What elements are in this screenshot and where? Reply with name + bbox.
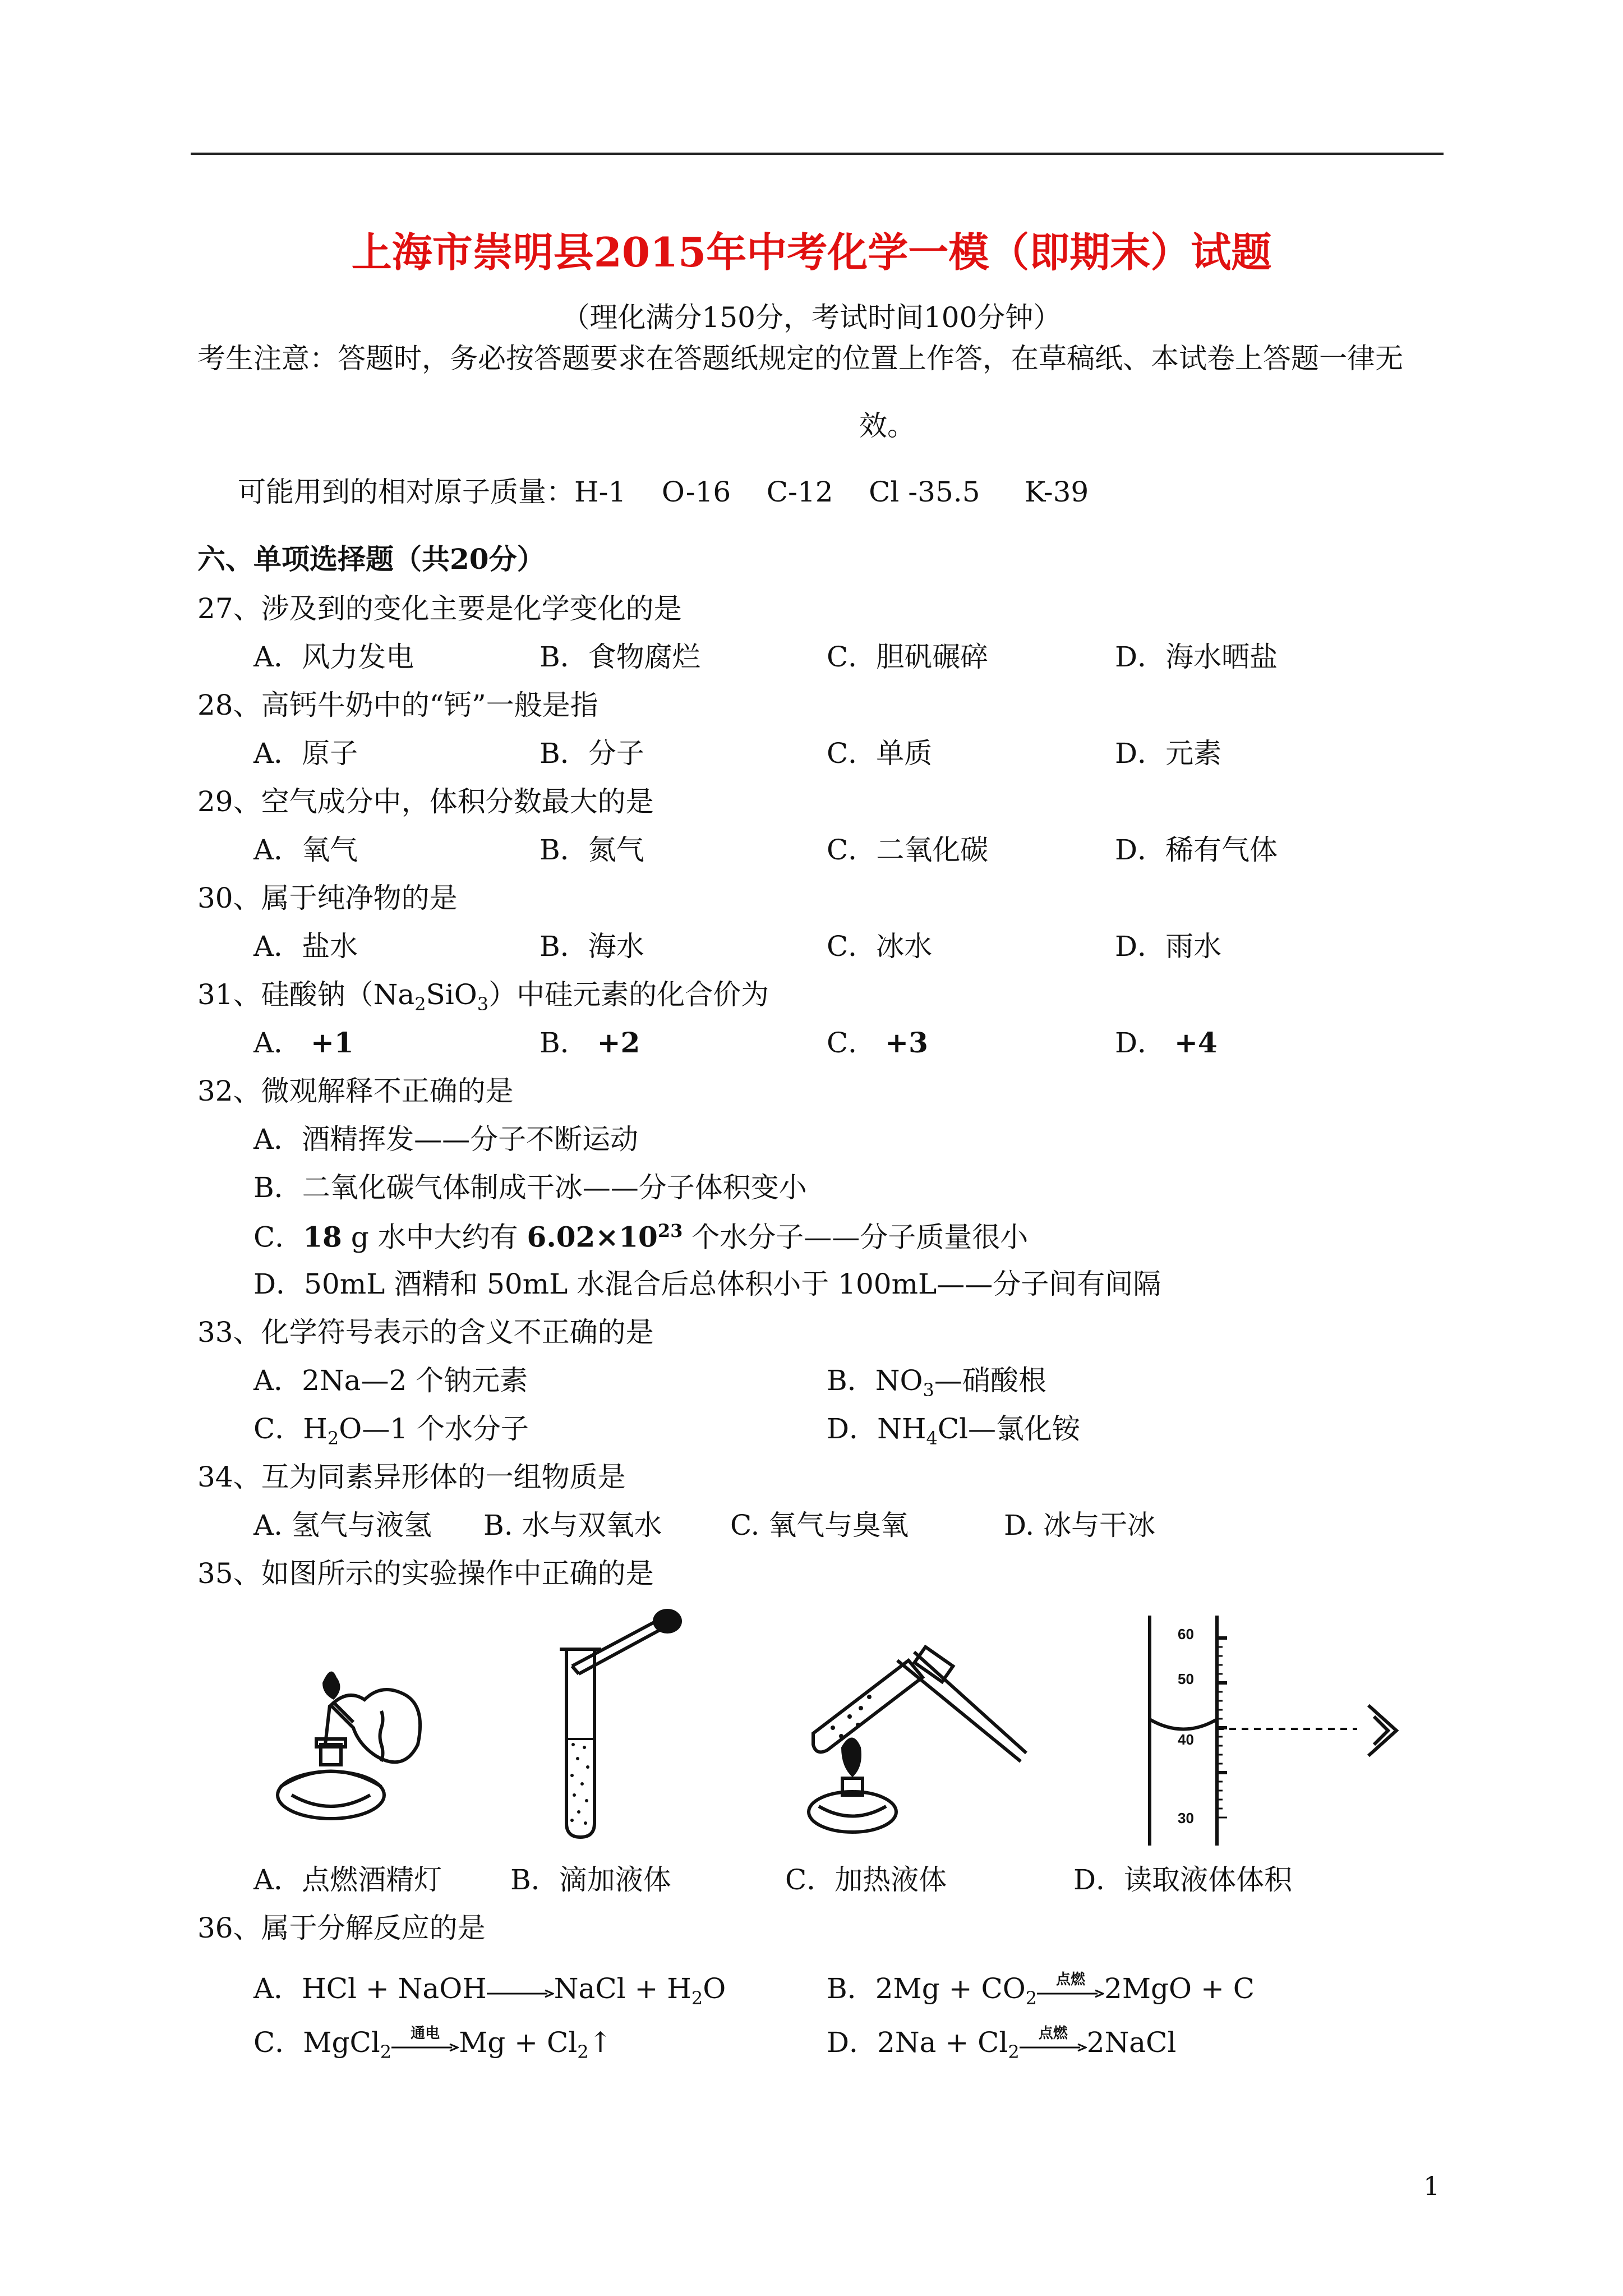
- figure-b-dropping-liquid: [550, 1604, 695, 1840]
- question-29-option-a: A．氧气: [253, 834, 358, 866]
- question-30-option-c: C．冰水: [827, 930, 933, 963]
- question-31-stem: 31、硅酸钠$(Na_2SiO_3)$中硅元素的化合价为: [197, 978, 769, 1015]
- reaction-arrow-ignite: 点燃: [1020, 2031, 1087, 2059]
- question-31-option-d: D． +4: [1115, 1026, 1218, 1059]
- cylinder-tick-30: 30: [1178, 1810, 1194, 1826]
- question-29-stem: 29、空气成分中，体积分数最大的是: [197, 785, 654, 818]
- question-28-stem: 28、高钙牛奶中的“钙”一般是指: [197, 689, 598, 721]
- question-31-option-c: C． +3: [827, 1026, 928, 1059]
- question-27-option-b: B．食物腐烂: [540, 641, 700, 673]
- figure-c-heating-liquid: [802, 1627, 1038, 1840]
- question-36-option-c: C．MgCl$_2$ 通电 $Mg + Cl_2↑$: [253, 2025, 612, 2063]
- question-29-option-b: B．氮气: [540, 834, 644, 866]
- question-35-option-b: B．滴加液体: [510, 1864, 671, 1896]
- page-number: 1: [1423, 2171, 1440, 2201]
- question-29-option-c: C．二氧化碳: [827, 834, 989, 866]
- reaction-arrow-ignite: 点燃: [1037, 1977, 1104, 2005]
- question-27-option-a: A．风力发电: [253, 641, 414, 673]
- question-27-option-c: C．胆矾碾碎: [827, 641, 989, 673]
- question-28-option-c: C．单质: [827, 737, 933, 770]
- question-34-option-d: D. 冰与干冰: [1004, 1509, 1156, 1542]
- atomic-masses: 可能用到的相对原子质量：H-1 O-16 C-12 Cl -35.5 K-39: [238, 476, 1089, 508]
- question-34-option-b: B. 水与双氧水: [483, 1509, 662, 1542]
- figure-a-lighting-lamp: [269, 1660, 449, 1829]
- question-36-stem: 36、属于分解反应的是: [197, 1912, 486, 1944]
- question-28-option-b: B．分子: [540, 737, 644, 770]
- question-32-option-d: D．50mL 酒精和 50mL 水混合后总体积小于 100mL——分子间有间隔: [253, 1268, 1161, 1300]
- question-33-option-b: B．$NO_3—$硝酸根: [827, 1364, 1046, 1401]
- question-35-option-a: A．点燃酒精灯: [253, 1864, 442, 1896]
- question-32-option-b: B．二氧化碳气体制成干冰——分子体积变小: [253, 1171, 807, 1204]
- notice-line-1: 考生注意：答题时，务必按答题要求在答题纸规定的位置上作答，在草稿纸、本试卷上答题一律无: [197, 342, 1403, 375]
- question-29-option-d: D．稀有气体: [1115, 834, 1278, 866]
- reaction-arrow: [487, 1977, 554, 2005]
- question-36-option-a: A．HCl + NaOH NaCl + $H_2O$: [253, 1972, 726, 2009]
- cylinder-tick-60: 60: [1178, 1626, 1194, 1642]
- question-31-option-a: A． +1: [253, 1026, 354, 1059]
- question-28-option-d: D．元素: [1115, 737, 1222, 770]
- question-34-stem: 34、互为同素异形体的一组物质是: [197, 1461, 626, 1493]
- question-28-option-a: A．原子: [253, 737, 358, 770]
- question-34-option-c: C. 氧气与臭氧: [730, 1509, 909, 1542]
- question-30-stem: 30、属于纯净物的是: [197, 882, 458, 914]
- question-30-option-d: D．雨水: [1115, 930, 1222, 963]
- question-27-option-d: D．海水晒盐: [1115, 641, 1278, 673]
- question-36-option-d: D．$2Na + Cl_2$ 点燃 2NaCl: [827, 2025, 1177, 2063]
- section-title: 六、单项选择题（共20分）: [197, 542, 545, 576]
- question-33-option-a: A．2Na—2 个钠元素: [253, 1364, 528, 1397]
- question-27-stem: 27、涉及到的变化主要是化学变化的是: [197, 592, 682, 625]
- question-35-option-c: C．加热液体: [785, 1864, 947, 1896]
- top-rule: [191, 153, 1444, 155]
- reaction-arrow-electrolysis: 通电: [391, 2031, 459, 2059]
- cylinder-tick-40: 40: [1178, 1731, 1194, 1748]
- eye-icon: [1368, 1705, 1396, 1756]
- exam-info: （理化满分150分，考试时间100分钟）: [561, 301, 1062, 334]
- question-35-option-d: D．读取液体体积: [1073, 1864, 1293, 1896]
- question-31-option-b: B． +2: [540, 1026, 640, 1059]
- question-33-option-d: D．$NH_4Cl—$氯化铵: [827, 1412, 1081, 1449]
- question-30-option-b: B．海水: [540, 930, 644, 963]
- question-33-stem: 33、化学符号表示的含义不正确的是: [197, 1316, 654, 1349]
- question-32-option-a: A．酒精挥发——分子不断运动: [253, 1123, 639, 1156]
- figure-d-reading-volume: [1133, 1610, 1402, 1846]
- question-32-option-c: C．18 g 水中大约有 $6.02\times 10^{23}$ 个水分子——分子质量很小: [253, 1220, 1029, 1254]
- question-33-option-c: C．$H_2O—1$ 个水分子: [253, 1412, 529, 1449]
- question-32-stem: 32、微观解释不正确的是: [197, 1075, 514, 1107]
- notice-line-2: 效。: [859, 409, 915, 442]
- question-30-option-a: A．盐水: [253, 930, 358, 963]
- question-34-option-a: A. 氢气与液氢: [253, 1509, 432, 1542]
- question-36-option-b: B．$2Mg + CO_2$ 点燃 2MgO + C: [827, 1971, 1255, 2009]
- page-title: 上海市崇明县2015年中考化学一模（即期末）试题: [351, 228, 1272, 276]
- cylinder-tick-50: 50: [1178, 1671, 1194, 1687]
- question-35-stem: 35、如图所示的实验操作中正确的是: [197, 1557, 654, 1590]
